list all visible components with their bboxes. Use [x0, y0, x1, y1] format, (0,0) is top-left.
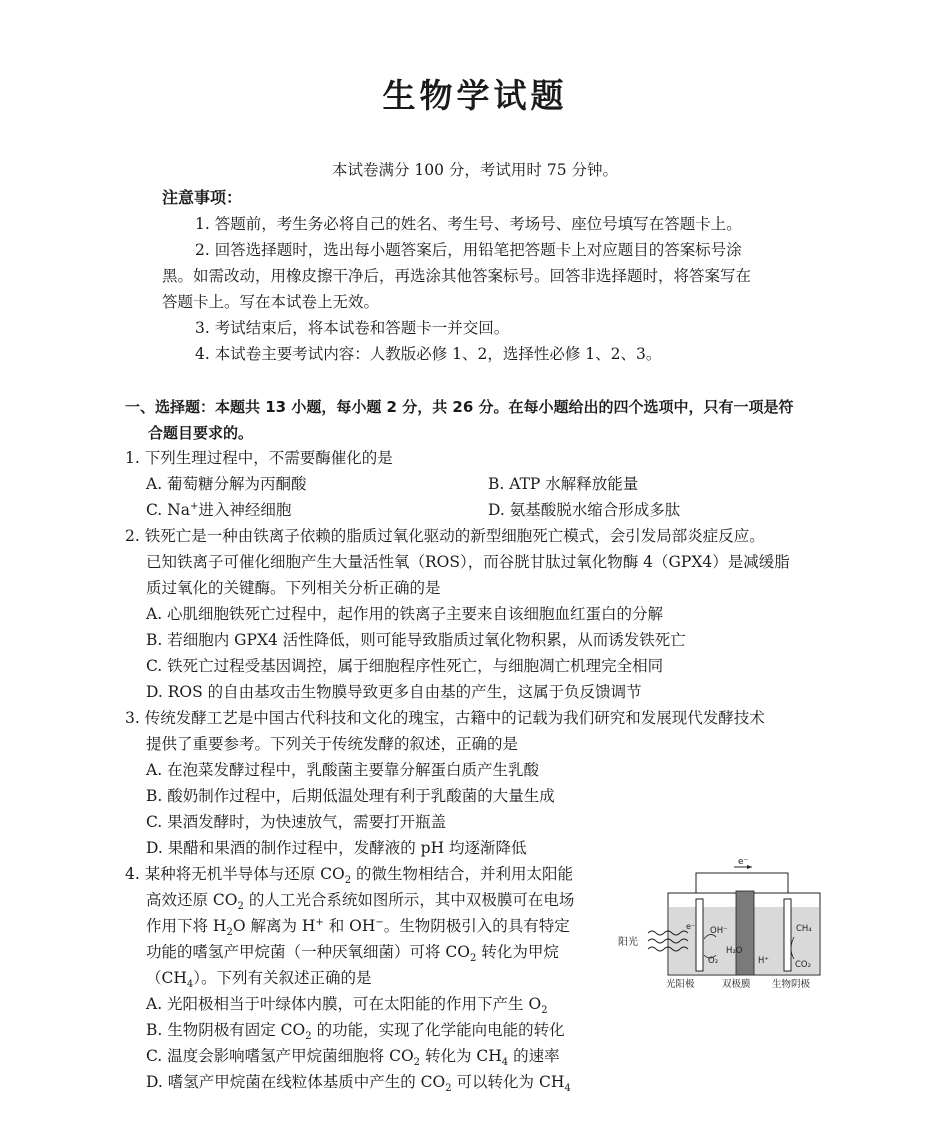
- option: A. 葡萄糖分解为丙酮酸: [146, 475, 307, 493]
- option: C. Na+进入神经细胞: [146, 500, 292, 519]
- notice-line: 1. 答题前，考生务必将自己的姓名、考生号、考场号、座位号填写在答题卡上。: [195, 215, 742, 233]
- exam-intro: 本试卷满分 100 分，考试用时 75 分钟。: [331, 161, 619, 179]
- option: C. 温度会影响嗜氢产甲烷菌细胞将 $CO_2$ 转化为 $CH_4$ 的速率: [146, 1047, 560, 1069]
- page-title: 生物学试题: [382, 76, 568, 115]
- photoanode: [696, 899, 703, 971]
- section-heading: 合题目要求的。: [148, 424, 254, 442]
- option: B. 酸奶制作过程中，后期低温处理有利于乳酸菌的大量生成: [146, 787, 555, 805]
- photoanode-label: 光阳极: [666, 979, 695, 990]
- question-stem: 提供了重要参考。下列关于传统发酵的叙述，正确的是: [146, 735, 519, 753]
- notice-heading: 注意事项：: [162, 188, 243, 207]
- question-stem: 1. 下列生理过程中，不需要酶催化的是: [125, 449, 393, 467]
- option: D. ROS 的自由基攻击生物膜导致更多自由基的产生，这属于负反馈调节: [146, 683, 642, 701]
- option: C. 果酒发酵时，为快速放气，需要打开瓶盖: [146, 813, 447, 831]
- question-stem: 已知铁离子可催化细胞产生大量活性氧（ROS），而谷胱甘肽过氧化物酶 4（GPX4）是减缓脂: [146, 553, 790, 571]
- question-stem: 高效还原 $CO_2$ 的人工光合系统如图所示，其中双极膜可在电场: [146, 891, 575, 913]
- cathode-label: 生物阴极: [772, 979, 811, 990]
- notice-line: 答题卡上。写在本试卷上无效。: [162, 293, 380, 311]
- option: A. 在泡菜发酵过程中，乳酸菌主要靠分解蛋白质产生乳酸: [146, 761, 540, 779]
- water-label: H₂O: [726, 946, 743, 956]
- sunlight-label: 阳光: [618, 937, 638, 948]
- question-stem: 作用下将 $H_2O$ 解离为 H+ 和 OH−。生物阴极引入的具有特定: [146, 916, 570, 939]
- option: B. 生物阴极有固定 $CO_2$ 的功能，实现了化学能向电能的转化: [146, 1021, 565, 1043]
- section-heading: 一、选择题：本题共 13 小题，每小题 2 分，共 26 分。在每小题给出的四个选项中，只有一项是符: [125, 398, 794, 416]
- electron-label: e⁻: [738, 857, 749, 867]
- carbon-dioxide-label: CO₂: [795, 960, 812, 970]
- question-stem: 质过氧化的关键酶。下列相关分析正确的是: [146, 579, 441, 597]
- hydroxide-label: OH⁻: [710, 926, 728, 936]
- option: A. 心肌细胞铁死亡过程中，起作用的铁离子主要来自该细胞血红蛋白的分解: [146, 605, 664, 623]
- proton-label: H⁺: [758, 956, 769, 966]
- membrane-label: 双极膜: [722, 979, 751, 990]
- electron-label: e⁻: [686, 922, 696, 931]
- bipolar-membrane: [736, 891, 754, 975]
- option: B. 若细胞内 GPX4 活性降低，则可能导致脂质过氧化物积累，从而诱发铁死亡: [146, 631, 686, 649]
- option: D. 果醋和果酒的制作过程中，发酵液的 pH 均逐渐降低: [146, 839, 527, 857]
- notice-line: 2. 回答选择题时，选出每小题答案后，用铅笔把答题卡上对应题目的答案标号涂: [195, 241, 742, 259]
- methane-label: CH₄: [796, 924, 812, 934]
- oxygen-label: O₂: [708, 956, 719, 966]
- question-stem: 4. 某种将无机半导体与还原 $CO_2$ 的微生物相结合，并利用太阳能: [125, 865, 574, 887]
- option: A. 光阳极相当于叶绿体内膜，可在太阳能的作用下产生 $O_2$: [146, 995, 548, 1017]
- option: D. 氨基酸脱水缩合形成多肽: [488, 501, 681, 519]
- option: B. ATP 水解释放能量: [488, 475, 639, 493]
- notice-line: 4. 本试卷主要考试内容：人教版必修 1、2，选择性必修 1、2、3。: [195, 345, 662, 363]
- question-stem: $(CH_4)$。下列有关叙述正确的是: [146, 969, 372, 991]
- question-stem: 2. 铁死亡是一种由铁离子依赖的脂质过氧化驱动的新型细胞死亡模式，会引发局部炎症反应。: [125, 527, 765, 545]
- notice-line: 3. 考试结束后，将本试卷和答题卡一并交回。: [195, 319, 510, 337]
- question-stem: 功能的嗜氢产甲烷菌（一种厌氧细菌）可将 $CO_2$ 转化为甲烷: [146, 943, 559, 965]
- notice-line: 黑。如需改动，用橡皮擦干净后，再选涂其他答案标号。回答非选择题时，将答案写在: [162, 267, 752, 285]
- option: D. 嗜氢产甲烷菌在线粒体基质中产生的 $CO_2$ 可以转化为 $CH_4$: [146, 1073, 571, 1095]
- option: C. 铁死亡过程受基因调控，属于细胞程序性死亡，与细胞凋亡机理完全相同: [146, 657, 664, 675]
- photosynthesis-system-diagram: [618, 855, 830, 990]
- biocathode: [784, 899, 791, 971]
- question-stem: 3. 传统发酵工艺是中国古代科技和文化的瑰宝，古籍中的记载为我们研究和发展现代发酵技术: [125, 709, 765, 727]
